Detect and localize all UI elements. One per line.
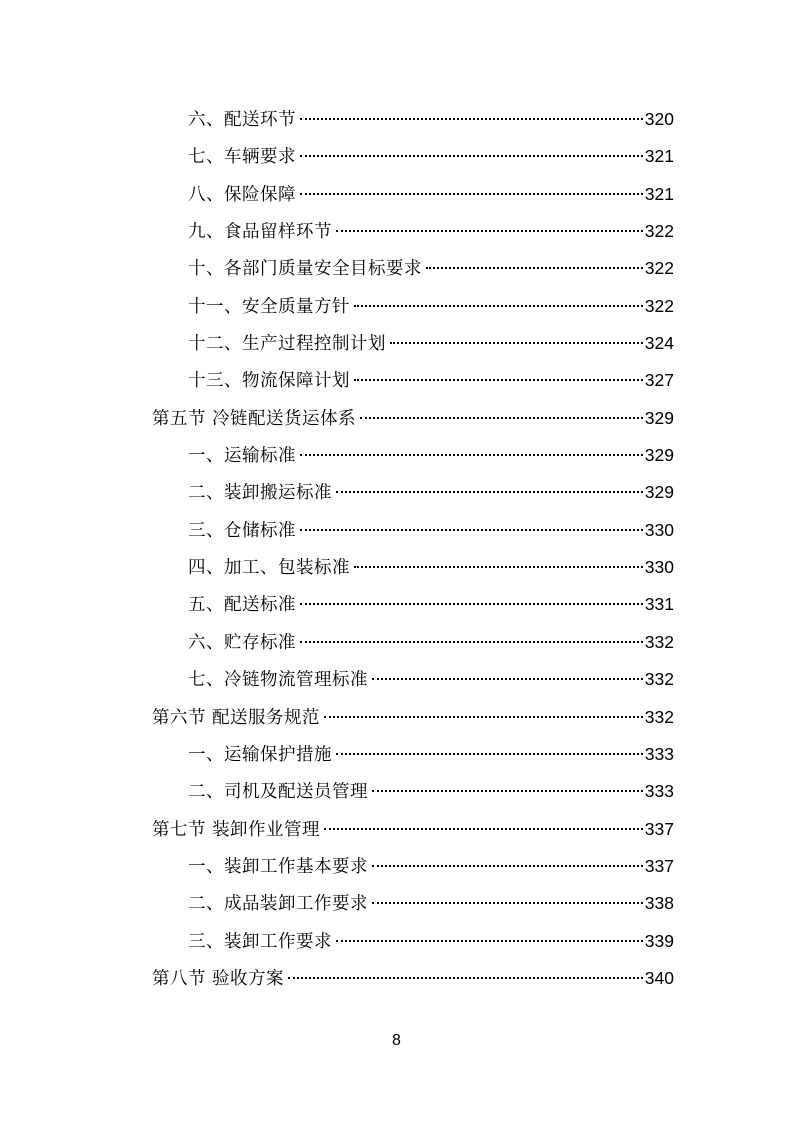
toc-dot-leader <box>288 977 643 979</box>
toc-dot-leader <box>336 753 643 755</box>
toc-dot-leader <box>336 940 643 942</box>
toc-entry-page: 330 <box>644 519 674 540</box>
table-of-contents <box>152 101 674 997</box>
toc-subsection-entry[interactable] <box>152 288 674 325</box>
toc-subsection-entry[interactable] <box>152 176 674 213</box>
toc-entry-title: 一、运输保护措施 <box>188 744 332 765</box>
toc-dot-leader <box>336 230 643 232</box>
toc-entry-title: 第八节 验收方案 <box>152 968 285 989</box>
toc-entry-page: 333 <box>644 781 674 802</box>
toc-dot-leader <box>324 716 643 718</box>
toc-dot-leader <box>372 790 643 792</box>
toc-subsection-entry[interactable] <box>152 661 674 698</box>
toc-subsection-entry[interactable] <box>152 325 674 362</box>
toc-dot-leader <box>372 902 643 904</box>
toc-entry-title: 四、加工、包装标准 <box>188 558 350 579</box>
toc-entry-page: 340 <box>644 967 674 988</box>
toc-dot-leader <box>300 118 643 120</box>
toc-entry-page: 333 <box>644 743 674 764</box>
toc-entry-title: 第五节 冷链配送货运体系 <box>152 408 357 429</box>
toc-entry-page: 329 <box>644 407 674 428</box>
toc-subsection-entry[interactable] <box>152 437 674 474</box>
toc-entry-page: 322 <box>644 221 674 242</box>
toc-dot-leader <box>336 491 643 493</box>
page-number: 8 <box>392 1032 401 1049</box>
toc-entry-page: 332 <box>644 669 674 690</box>
toc-subsection-entry[interactable] <box>152 586 674 623</box>
toc-subsection-entry[interactable] <box>152 848 674 885</box>
toc-section-entry[interactable] <box>152 699 674 736</box>
toc-entry-title: 一、运输标准 <box>188 446 296 467</box>
toc-subsection-entry[interactable] <box>152 250 674 287</box>
toc-dot-leader <box>324 828 643 830</box>
toc-dot-leader <box>426 267 643 269</box>
toc-entry-title: 十二、生产过程控制计划 <box>188 334 386 355</box>
toc-subsection-entry[interactable] <box>152 474 674 511</box>
toc-subsection-entry[interactable] <box>152 736 674 773</box>
toc-entry-title: 三、装卸工作要求 <box>188 931 332 952</box>
toc-entry-title: 第七节 装卸作业管理 <box>152 819 321 840</box>
toc-entry-title: 三、仓储标准 <box>188 520 296 541</box>
toc-subsection-entry[interactable] <box>152 512 674 549</box>
toc-section-entry[interactable] <box>152 960 674 997</box>
toc-entry-page: 331 <box>644 594 674 615</box>
toc-entry-page: 321 <box>644 183 674 204</box>
toc-dot-leader <box>300 454 643 456</box>
toc-dot-leader <box>372 678 643 680</box>
toc-section-entry[interactable] <box>152 811 674 848</box>
toc-entry-page: 337 <box>644 818 674 839</box>
toc-subsection-entry[interactable] <box>152 138 674 175</box>
toc-entry-title: 二、成品装卸工作要求 <box>188 894 368 915</box>
toc-subsection-entry[interactable] <box>152 773 674 810</box>
toc-subsection-entry[interactable] <box>152 101 674 138</box>
toc-entry-page: 338 <box>644 893 674 914</box>
toc-dot-leader <box>390 342 643 344</box>
toc-dot-leader <box>300 603 643 605</box>
toc-entry-title: 第六节 配送服务规范 <box>152 707 321 728</box>
toc-subsection-entry[interactable] <box>152 923 674 960</box>
toc-entry-title: 七、冷链物流管理标准 <box>188 670 368 691</box>
toc-entry-page: 322 <box>644 258 674 279</box>
toc-dot-leader <box>300 193 643 195</box>
toc-entry-page: 324 <box>644 333 674 354</box>
toc-entry-title: 九、食品留样环节 <box>188 222 332 243</box>
toc-entry-page: 322 <box>644 295 674 316</box>
toc-entry-page: 337 <box>644 855 674 876</box>
toc-entry-title: 二、司机及配送员管理 <box>188 782 368 803</box>
toc-dot-leader <box>372 865 643 867</box>
toc-entry-page: 339 <box>644 930 674 951</box>
toc-entry-page: 327 <box>644 370 674 391</box>
toc-subsection-entry[interactable] <box>152 624 674 661</box>
toc-entry-title: 十一、安全质量方针 <box>188 296 350 317</box>
toc-section-entry[interactable] <box>152 400 674 437</box>
toc-entry-page: 320 <box>644 109 674 129</box>
toc-entry-page: 329 <box>644 482 674 503</box>
toc-entry-title: 七、车辆要求 <box>188 147 296 168</box>
toc-entry-title: 六、配送环节 <box>188 110 296 130</box>
toc-dot-leader <box>354 379 643 381</box>
toc-dot-leader <box>360 417 643 419</box>
toc-entry-page: 330 <box>644 557 674 578</box>
toc-entry-page: 329 <box>644 445 674 466</box>
toc-entry-title: 八、保险保障 <box>188 184 296 205</box>
toc-entry-title: 五、配送标准 <box>188 595 296 616</box>
toc-dot-leader <box>354 305 643 307</box>
toc-subsection-entry[interactable] <box>152 213 674 250</box>
toc-subsection-entry[interactable] <box>152 885 674 922</box>
toc-entry-title: 二、装卸搬运标准 <box>188 483 332 504</box>
toc-entry-page: 332 <box>644 706 674 727</box>
toc-entry-title: 一、装卸工作基本要求 <box>188 856 368 877</box>
toc-dot-leader <box>300 529 643 531</box>
toc-entry-page: 332 <box>644 631 674 652</box>
toc-dot-leader <box>300 641 643 643</box>
toc-entry-title: 六、贮存标准 <box>188 632 296 653</box>
toc-subsection-entry[interactable] <box>152 362 674 399</box>
toc-dot-leader <box>300 155 643 157</box>
toc-subsection-entry[interactable] <box>152 549 674 586</box>
toc-entry-page: 321 <box>644 146 674 167</box>
toc-entry-title: 十三、物流保障计划 <box>188 371 350 392</box>
toc-entry-title: 十、各部门质量安全目标要求 <box>188 259 422 280</box>
toc-dot-leader <box>354 566 643 568</box>
